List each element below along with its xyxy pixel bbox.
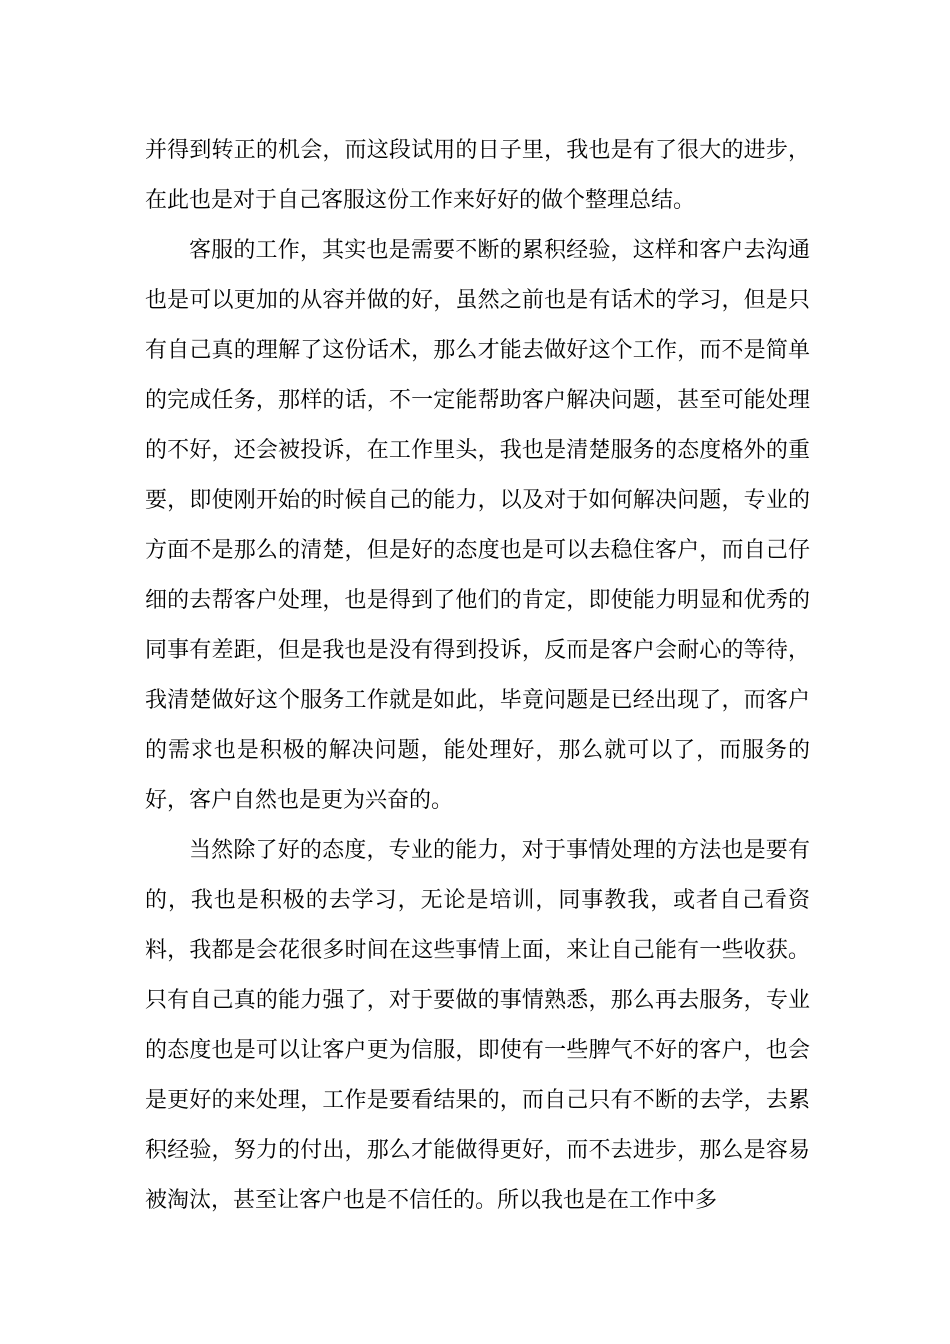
paragraph-2: 客服的工作，其实也是需要不断的累积经验，这样和客户去沟通也是可以更加的从容并做的好，虽然之前也是有话术的学习，但是只有自己真的理解了这份话术，那么才能去做好这个工作，而不是简单的完成任务，那样的话，不一定能帮助客户解决问题，甚至可能处理的不好，还会被投诉，在工作里头，我也是清楚服务的态度格外的重要，即使刚开始的时候自己的能力，以及对于如何解决问题，专业的方面不是那么的清楚，但是好的态度也是可以去稳住客户，而自己仔细的去帮客户处理，也是得到了他们的肯定，即使能力明显和优秀的同事有差距，但是我也是没有得到投诉，反而是客户会耐心的等待，我清楚做好这个服务工作就是如此，毕竟问题是已经出现了，而客户的需求也是积极的解决问题，能处理好，那么就可以了，而服务的好，客户自然也是更为兴奋的。: [145, 238, 810, 813]
paragraph-3: 当然除了好的态度，专业的能力，对于事情处理的方法也是要有的，我也是积极的去学习，无论是培训，同事教我，或者自己看资料，我都是会花很多时间在这些事情上面，来让自己能有一些收获。只有自己真的能力强了，对于要做的事情熟悉，那么再去服务，专业的态度也是可以让客户更为信服，即使有一些脾气不好的客户，也会是更好的来处理，工作是要看结果的，而自己只有不断的去学，去累积经验，努力的付出，那么才能做得更好，而不去进步，那么是容易被淘汰，甚至让客户也是不信任的。所以我也是在工作中多: [145, 838, 810, 1213]
paragraph-1: 并得到转正的机会，而这段试用的日子里，我也是有了很大的进步，在此也是对于自己客服这份工作来好好的做个整理总结。: [145, 138, 810, 213]
document-body: [145, 126, 810, 1226]
